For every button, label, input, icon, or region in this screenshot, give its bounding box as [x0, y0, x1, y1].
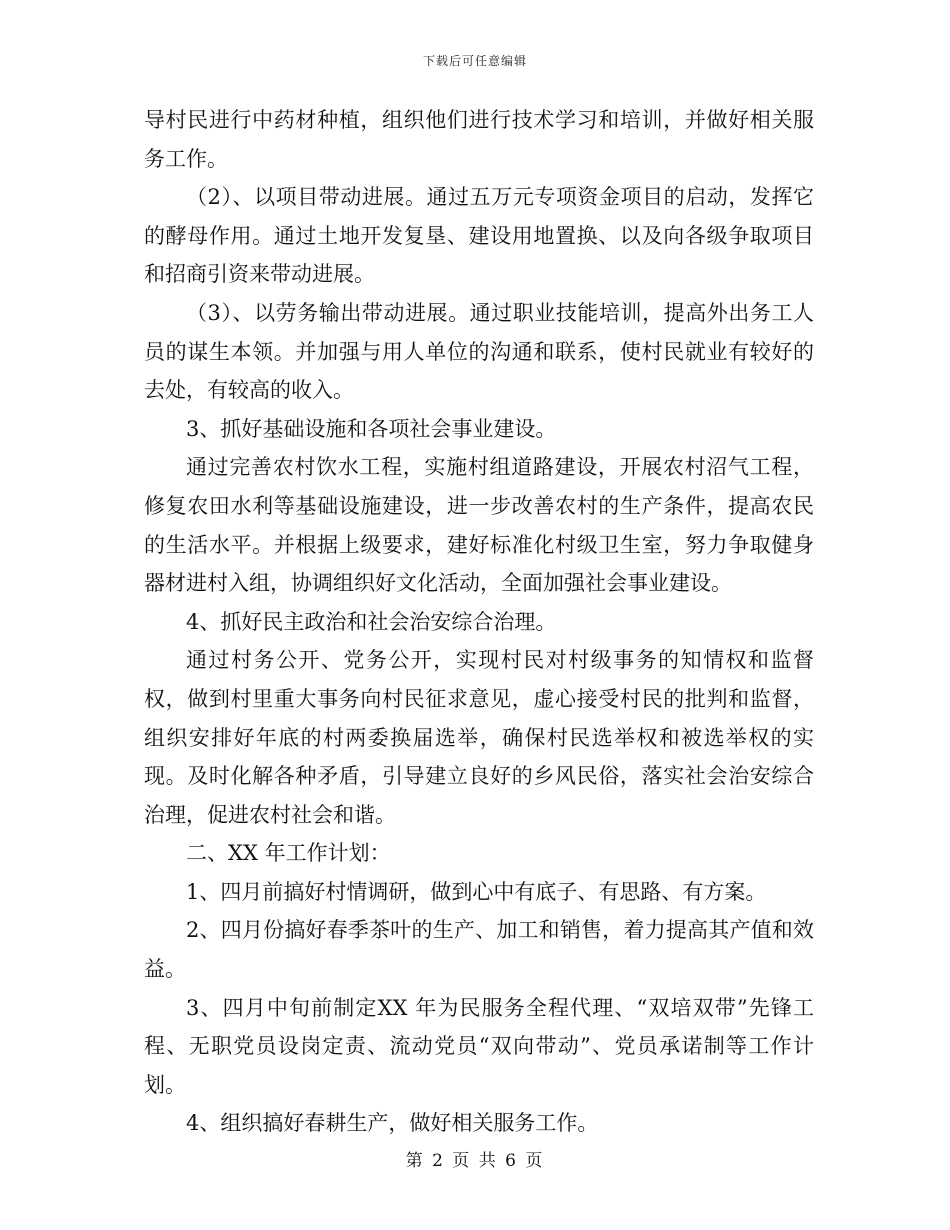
page-footer: 第 2 页 共 6 页: [405, 1151, 545, 1171]
section-heading-plan: 二、XX 年工作计划：: [186, 841, 391, 866]
paragraph-5: 通过完善农村饮水工程，实施村组道路建设，开展农村沼气工程，修复农田水利等基础设施建设，进一步改善农村的生产条件，提高农民的生活水平。并根据上级要求，建好标准化村级卫生室，努力争取健身器材进村入组，协调组织好文化活动，全面加强社会事业建设。: [144, 455, 814, 596]
paragraph-7: 通过村务公开、党务公开，实现村民对村级事务的知情权和监督权，做到村里重大事务向村民征求意见，虚心接受村民的批判和监督，组织安排好年底的村两委换届选举，确保村民选举权和被选举权的实现。及时化解各种矛盾，引导建立良好的乡风民俗，落实社会治安综合治理，促进农村社会和谐。: [144, 648, 814, 827]
paragraph-3: （3）、以劳务输出带动进展。通过职业技能培训，提高外出务工人员的谋生本领。并加强与用人单位的沟通和联系，使村民就业有较好的去处，有较高的收入。: [144, 300, 814, 403]
section-heading-3: 3、抓好基础设施和各项社会事业建设。: [186, 416, 557, 441]
plan-item-4: 4、组织搞好春耕生产，做好相关服务工作。: [186, 1111, 599, 1136]
section-heading-4: 4、抓好民主政治和社会治安综合治理。: [186, 609, 557, 634]
paragraph-2: （2）、以项目带动进展。通过五万元专项资金项目的启动，发挥它的酵母作用。通过土地开发复垦、建设用地置换、以及向各级争取项目和招商引资来带动进展。: [144, 185, 814, 287]
paragraph-1: 导村民进行中药材种植，组织他们进行技术学习和培训，并做好相关服务工作。: [144, 108, 814, 171]
plan-item-2: 2、四月份搞好春季茶叶的生产、加工和销售，着力提高其产值和效益。: [144, 918, 814, 982]
page-header: 下载后可任意编辑: [422, 54, 527, 68]
plan-item-3: 3、四月中旬前制定XX 年为民服务全程代理、“双培双带”先锋工程、无职党员设岗定责、流动党员“双向带动”、党员承诺制等工作计划。: [144, 995, 814, 1097]
document-body: [144, 101, 814, 1143]
plan-item-1: 1、四月前搞好村情调研，做到心中有底子、有思路、有方案。: [186, 879, 767, 904]
